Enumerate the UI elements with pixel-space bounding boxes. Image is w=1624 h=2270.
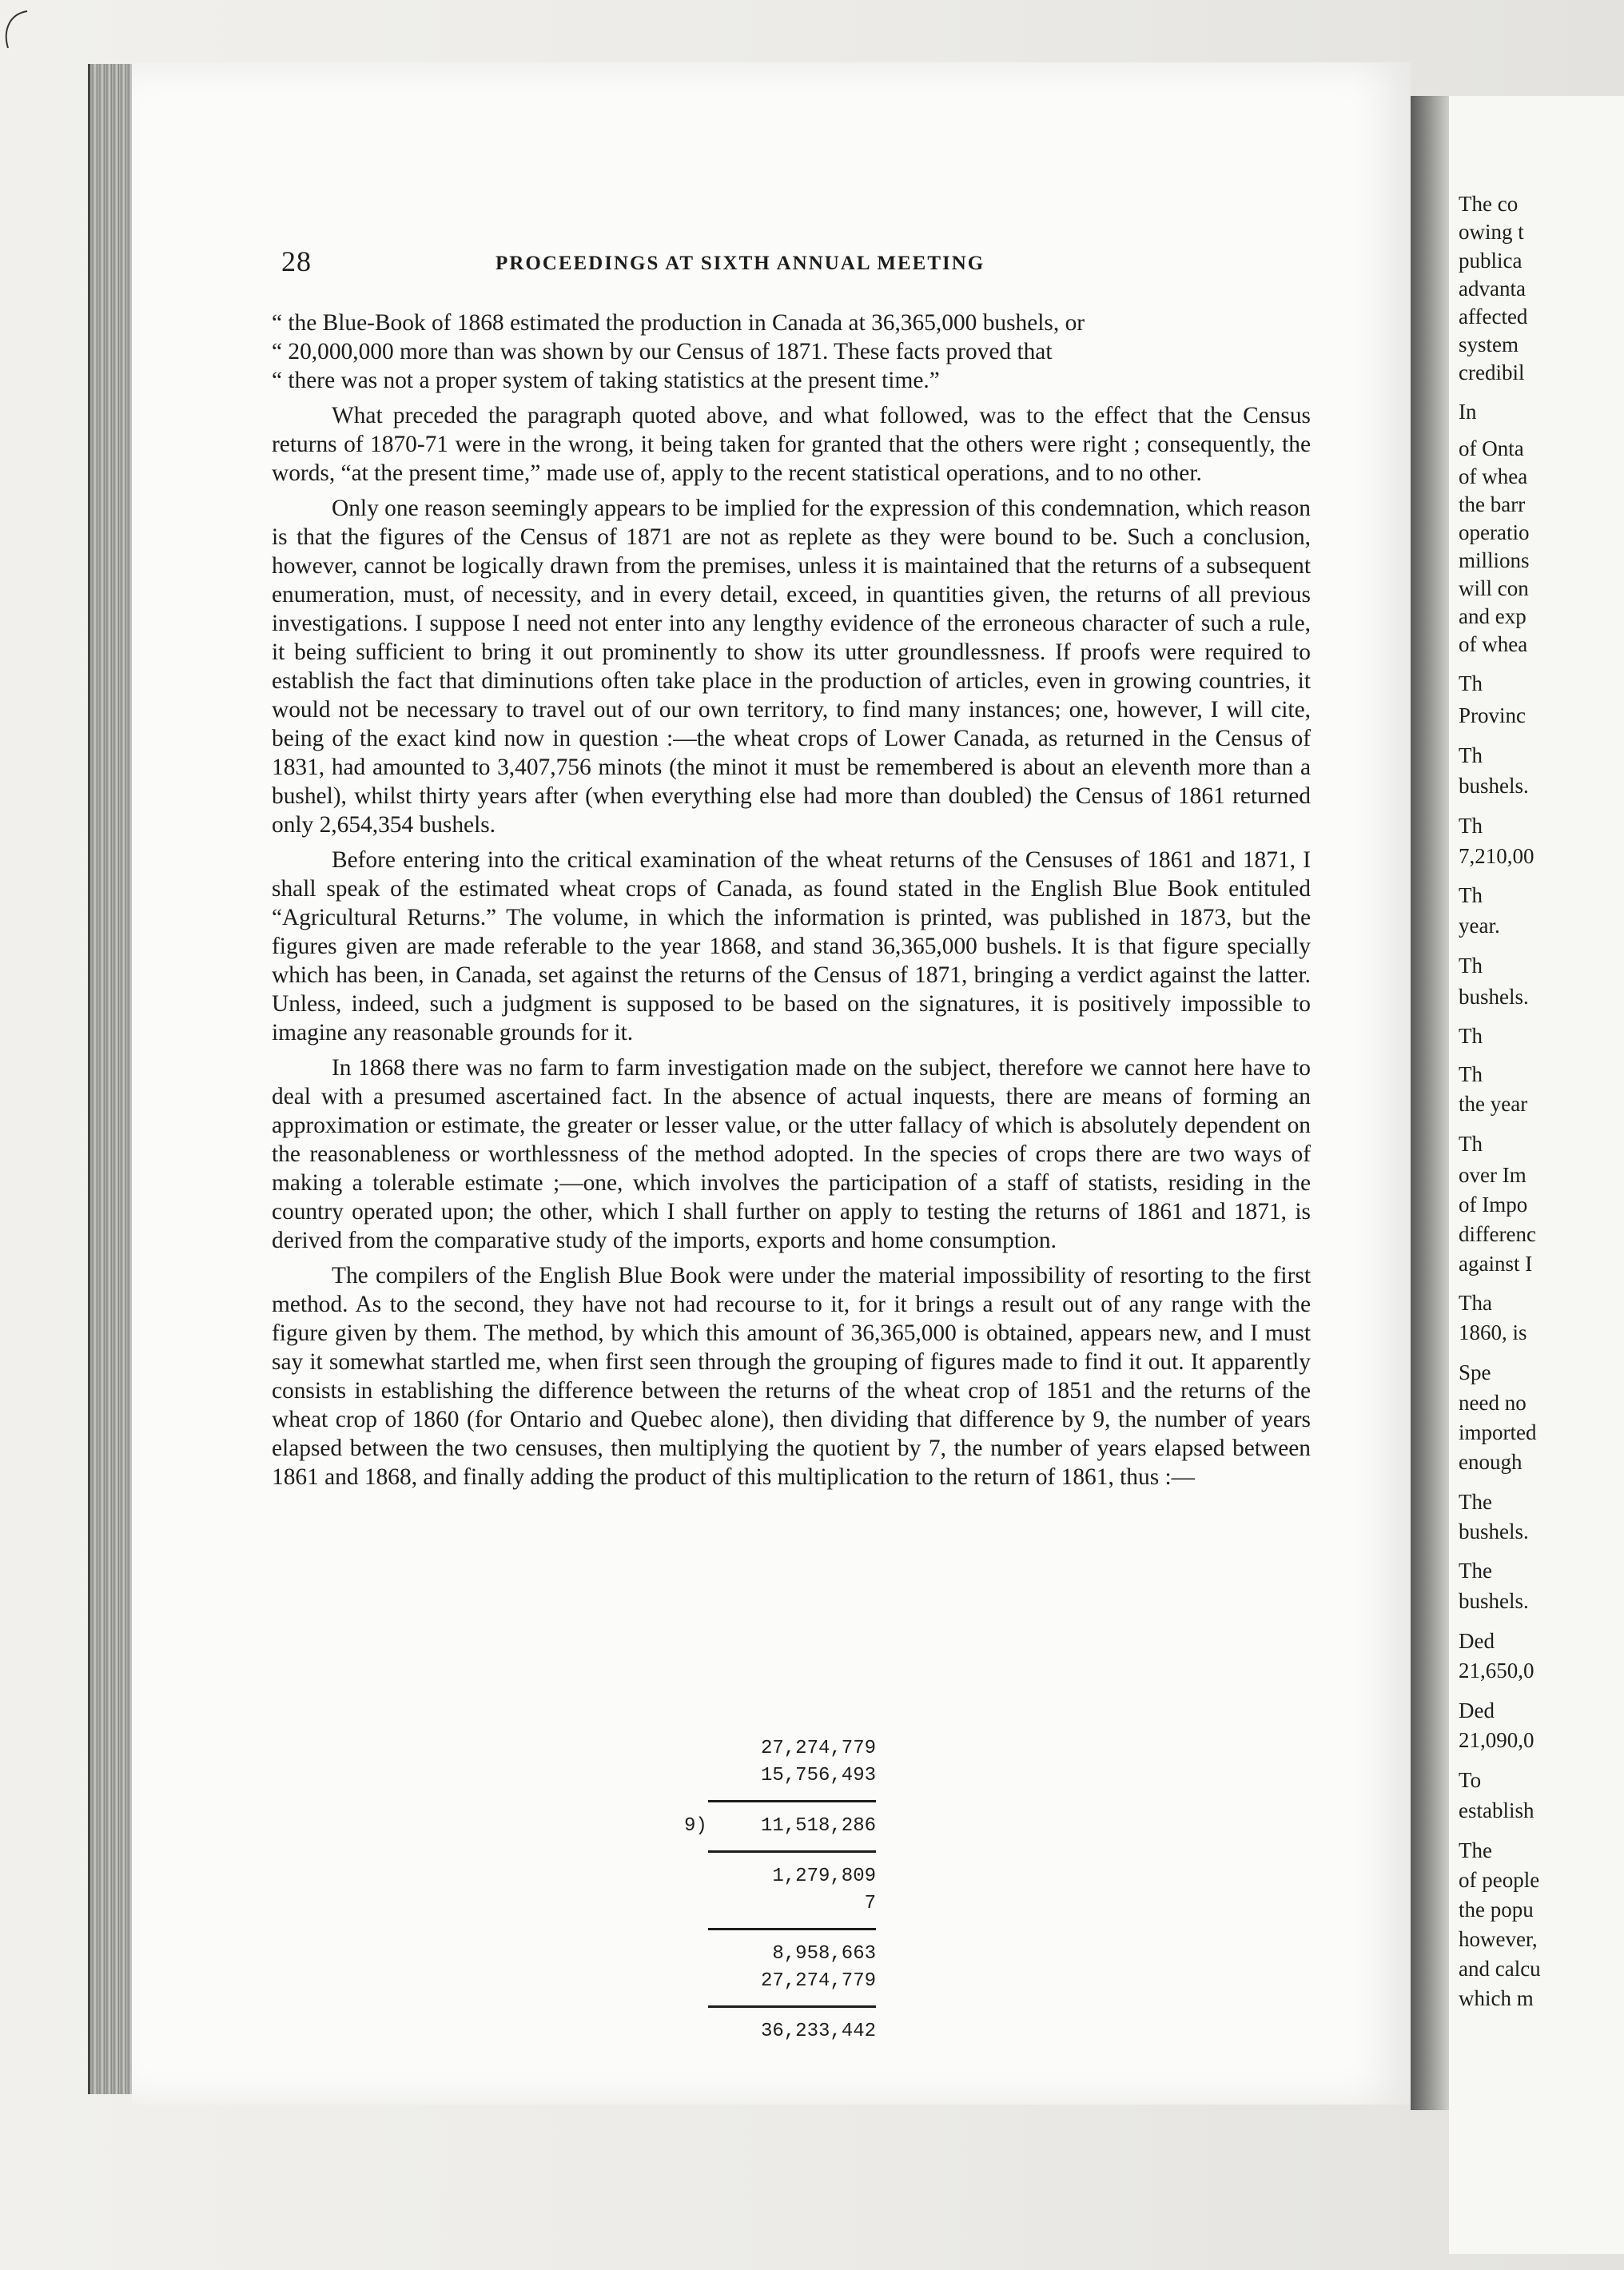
calc-minuend: 27,274,779 [760, 1738, 876, 1759]
calc-total: 36,233,442 [760, 2021, 876, 2042]
quote-line: “ 20,000,000 more than was shown by our Census of 1871. These facts proved that [272, 339, 1053, 364]
calculation-block [668, 1735, 876, 2045]
next-page-fragment: and calcu [1459, 1957, 1541, 1981]
body-text [272, 309, 1311, 1498]
next-page-fragment: Th [1459, 1062, 1483, 1086]
next-page-fragment: 1860, is [1459, 1320, 1527, 1344]
next-page-fragment: of whea [1459, 632, 1528, 656]
calc-product: 8,958,663 [772, 1943, 876, 1965]
next-page-fragment: Th [1459, 883, 1483, 907]
next-page-fragment: Th [1459, 814, 1483, 838]
book-edge [88, 64, 138, 2094]
next-page-fragment: will con [1459, 576, 1529, 600]
next-page-fragment: 21,650,0 [1459, 1659, 1534, 1683]
next-page-fragment: the year [1459, 1092, 1528, 1116]
calc-difference: 11,518,286 [760, 1815, 876, 1837]
page-number: 28 [281, 245, 312, 277]
next-page-fragment: against I [1459, 1252, 1533, 1276]
calc-addend: 27,274,779 [760, 1970, 876, 1992]
calc-rule [708, 1928, 876, 1930]
quoted-paragraph [272, 309, 1311, 395]
running-title: PROCEEDINGS AT SIXTH ANNUAL MEETING [496, 253, 985, 274]
next-page-fragment: need no [1459, 1391, 1526, 1415]
page-header [281, 245, 1312, 281]
calc-quotient: 1,279,809 [772, 1866, 876, 1887]
next-page-fragment: The co [1459, 192, 1519, 216]
next-page-fragment: Th [1459, 1132, 1483, 1156]
next-page-fragment: Th [1459, 743, 1483, 767]
next-page-fragment: credibil [1459, 360, 1525, 384]
next-page-fragment: bushels. [1459, 1589, 1529, 1613]
next-page-fragment: of Impo [1459, 1193, 1528, 1217]
next-page-fragment: establish [1459, 1798, 1534, 1822]
next-page-fragment: enough [1459, 1450, 1522, 1474]
next-page-fragment: bushels. [1459, 985, 1529, 1009]
paragraph: What preceded the paragraph quoted above, and what followed, was to the effect that the Census returns of 1870-71 were in the wrong, it being taken for granted that the others were right ; consequently, the words, “at the present time,” made use of, apply to the recent statistical operations, and to no other. [272, 403, 1311, 486]
next-page-fragment: Th [1459, 954, 1483, 978]
next-page-fragment: advanta [1459, 277, 1526, 301]
next-page-fragment: The [1459, 1490, 1492, 1514]
calc-subtrahend: 15,756,493 [760, 1765, 876, 1786]
paragraph: The compilers of the English Blue Book were under the material impossibility of resorting to the first method. As to the second, they have not had recourse to it, for it brings a result out of any range with the figure given by them. The method, by which this amount of 36,365,000 is obtained, appears new, and I must say it somewhat startled me, when first seen through the grouping of figures made to find it out. It apparently consists in establishing the difference between the returns of the wheat crop of 1851 and the returns of the wheat crop of 1860 (for Ontario and Quebec alone), then dividing that difference by 9, the number of years elapsed between the two censuses, then multiplying the quotient by 7, the number of years elapsed between 1861 and 1868, and finally adding the product of this multiplication to the return of 1861, thus :— [272, 1263, 1311, 1490]
calc-rule [708, 1800, 876, 1802]
next-page-fragment: over Im [1459, 1163, 1526, 1187]
next-page-edge [1449, 96, 1624, 2254]
next-page-fragment: differenc [1459, 1222, 1536, 1246]
calc-rule [708, 2005, 876, 2008]
next-page-fragment: To [1459, 1768, 1482, 1792]
calc-division-row [668, 1813, 876, 1840]
next-page-fragment: millions [1459, 548, 1530, 572]
next-page-fragment: owing t [1459, 220, 1524, 244]
next-page-fragment: Spe [1459, 1360, 1491, 1384]
next-page-fragment: imported [1459, 1420, 1537, 1444]
next-page-fragment: affected [1459, 305, 1528, 329]
next-page-fragment: bushels. [1459, 774, 1529, 798]
quote-line: “ the Blue-Book of 1868 estimated the production in Canada at 36,365,000 bushels, or [272, 310, 1085, 336]
margin-curl-mark [0, 8, 32, 56]
paragraph: In 1868 there was no farm to farm investigation made on the subject, therefore we cannot here have to deal with a presumed ascertained fact. In the absence of actual inquests, there are means of forming an approximation or estimate, the greater or lesser value, or the utter fallacy of which is absolutely dependent on the reasonableness or worthlessness of the method adopted. In the species of crops there are two ways of making a tolerable estimate ;—one, which involves the participation of a staff of statists, residing in the country operated upon; the other, which I shall further on apply to testing the returns of 1861 and 1871, is derived from the comparative study of the imports, exports and home consumption. [272, 1055, 1311, 1253]
next-page-fragment: Th [1459, 671, 1483, 695]
next-page-fragment: The [1459, 1559, 1492, 1583]
next-page-fragment: operatio [1459, 520, 1530, 544]
next-page-fragment: bushels. [1459, 1519, 1529, 1543]
next-page-fragment: of Onta [1459, 436, 1524, 460]
next-page-fragment: The [1459, 1838, 1492, 1862]
next-page-fragment: of whea [1459, 464, 1528, 488]
next-page-fragment: Ded [1459, 1699, 1495, 1722]
book-gutter [1411, 96, 1449, 2110]
next-page-fragment: In [1459, 400, 1477, 424]
calc-multiplier: 7 [864, 1893, 876, 1914]
next-page-fragment: Tha [1459, 1291, 1492, 1315]
next-page-fragment: 7,210,00 [1459, 844, 1534, 868]
next-page-fragment: the barr [1459, 492, 1526, 516]
paragraph: Only one reason seemingly appears to be implied for the expression of this condemnation, which reason is that the figures of the Census of 1871 are not as replete as they were bound to be. Such a conclusion, however, cannot be logically drawn from the premises, unless it is maintained that the returns of a subsequent enumeration, must, of necessity, and in every detail, exceed, in quantities given, the returns of all previous investigations. I suppose I need not enter into any lengthy evidence of the erroneous character of such a rule, it being sufficient to bring it out prominently to show its utter groundlessness. If proofs were required to establish the fact that diminutions often take place in the production of articles, even in growing countries, it would not be necessary to travel out of our own territory, to find many instances; one, however, I will cite, being of the exact kind now in question :—the wheat crops of Lower Canada, as returned in the Census of 1831, had amounted to 3,407,756 minots (the minot it must be remembered is about an eleventh more than a bushel), whilst thirty years after (when everything else had more than doubled) the Census of 1861 returned only 2,654,354 bushels. [272, 496, 1311, 838]
next-page-fragment: system [1459, 333, 1519, 356]
next-page-fragment: which m [1459, 1986, 1534, 2010]
next-page-fragment: Ded [1459, 1629, 1495, 1653]
paragraph: Before entering into the critical examination of the wheat returns of the Censuses of 1861 and 1871, I shall speak of the estimated wheat crops of Canada, as found stated in the English Blue Book entituled “Agricultural Returns.” The volume, in which the information is printed, was published in 1873, but the figures given are made referable to the year 1868, and stand 36,365,000 bushels. It is that figure specially which has been, in Canada, set against the returns of the Census of 1871, bringing a verdict against the latter. Unless, indeed, such a judgment is supposed to be based on the signatures, it is positively impossible to imagine any reasonable grounds for it. [272, 847, 1311, 1045]
next-page-fragment: and exp [1459, 604, 1526, 628]
next-page-fragment: 21,090,0 [1459, 1728, 1534, 1752]
calc-divisor: 9) [684, 1815, 707, 1837]
next-page-fragment: publica [1459, 249, 1522, 273]
next-page-fragment: year. [1459, 914, 1500, 938]
quote-line: “ there was not a proper system of taking statistics at the present time.” [272, 368, 940, 393]
next-page-fragment: Th [1459, 1024, 1483, 1048]
next-page-fragment: of people [1459, 1868, 1540, 1892]
next-page-fragment: the popu [1459, 1898, 1534, 1922]
next-page-fragment: Provinc [1459, 703, 1526, 727]
next-page-fragment: however, [1459, 1927, 1538, 1951]
calc-rule [708, 1850, 876, 1853]
